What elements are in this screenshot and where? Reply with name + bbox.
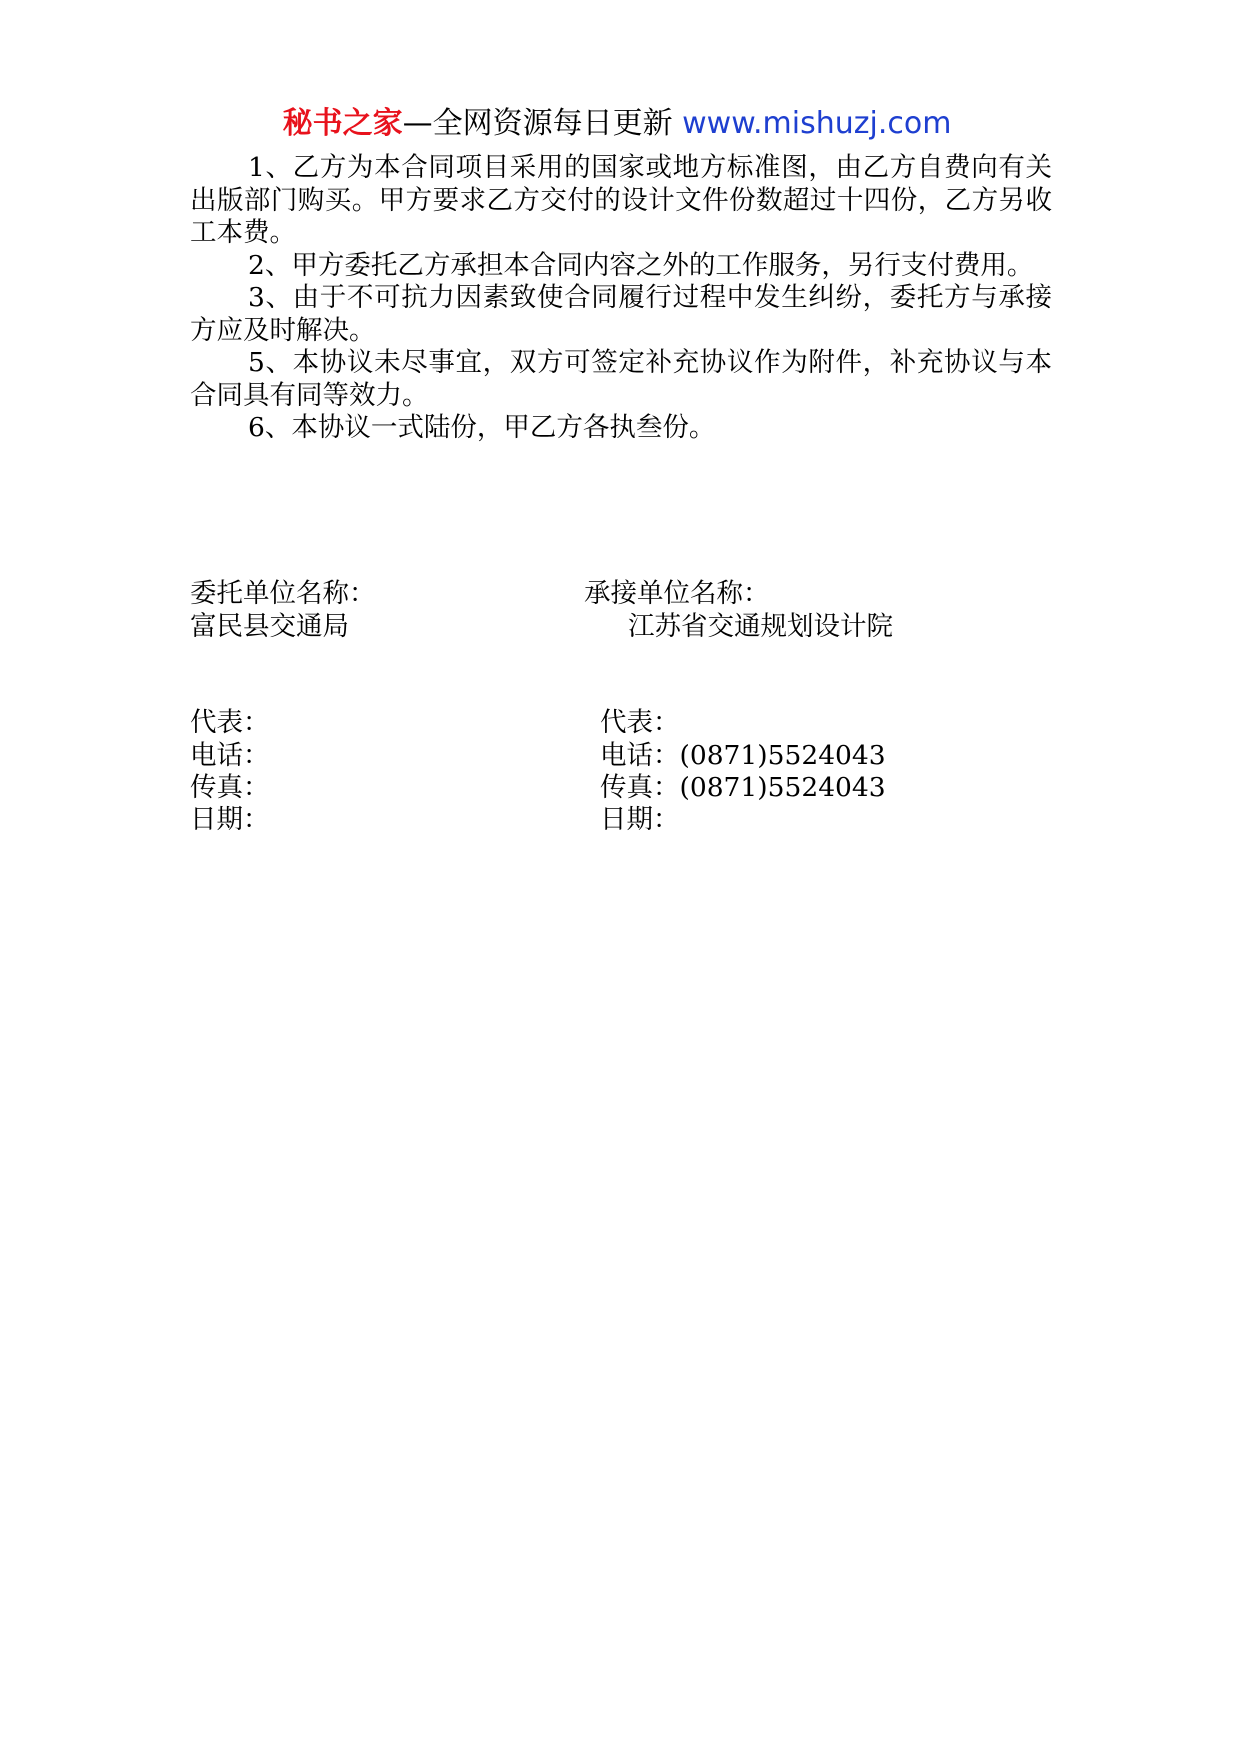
right-fax: 传真：(0871)5524043 — [600, 772, 886, 803]
left-date: 日期： — [190, 804, 270, 835]
right-representative: 代表： — [600, 707, 680, 738]
clause-2: 2、甲方委托乙方承担本合同内容之外的工作服务，另行支付费用。 — [248, 249, 1034, 281]
right-unit-label: 承接单位名称： — [584, 578, 770, 609]
left-phone: 电话： — [190, 740, 270, 771]
watermark-header — [0, 102, 1234, 146]
contract-clauses — [190, 152, 1052, 445]
clause-1: 1、乙方为本合同项目采用的国家或地方标准图，由乙方自费向有关出版部门购买。甲方要求乙方交付的设计文件份数超过十四份，乙方另收工本费。 — [190, 152, 1052, 248]
right-unit-name: 江苏省交通规划设计院 — [628, 611, 893, 642]
header-tagline: —全网资源每日更新 — [402, 106, 673, 141]
clause-6: 6、本协议一式陆份，甲乙方各执叁份。 — [248, 412, 716, 443]
right-date: 日期： — [600, 804, 680, 835]
left-representative: 代表： — [190, 707, 270, 738]
header-brand: 秘书之家 — [282, 106, 403, 141]
clause-5: 5、本协议未尽事宜，双方可签定补充协议作为附件，补充协议与本合同具有同等效力。 — [190, 347, 1052, 411]
clause-3: 3、由于不可抗力因素致使合同履行过程中发生纠纷，委托方与承接方应及时解决。 — [190, 282, 1052, 346]
right-phone: 电话：(0871)5524043 — [600, 740, 886, 771]
left-unit-label: 委托单位名称： — [190, 578, 376, 609]
left-unit-name: 富民县交通局 — [190, 611, 349, 642]
left-fax: 传真： — [190, 772, 270, 803]
header-site-url: www.mishuzj.com — [682, 106, 952, 141]
